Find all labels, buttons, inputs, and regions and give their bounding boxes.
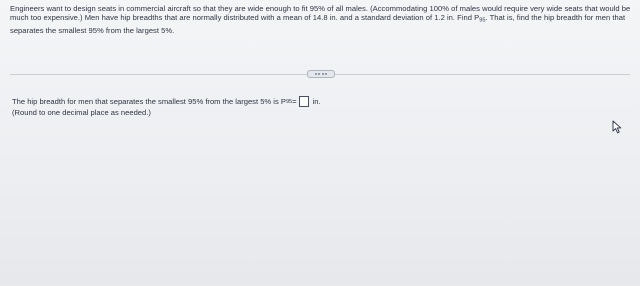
answer-prefix: The hip breadth for men that separates the smallest 95% from the largest 5% is P bbox=[12, 96, 286, 106]
problem-text-main: Engineers want to design seats in commercial aircraft so that they are wide enough to fit 95% of all males. (Accommodating 100% of males would require very wide seats that would be much too expensive.) Men have hip breadths that are normally distributed with a mean of 14.8 in. and a standard deviation of 1.2 in. Find P bbox=[10, 4, 631, 23]
answer-unit: in. bbox=[312, 96, 321, 106]
problem-subscript: 95 bbox=[479, 17, 486, 24]
rounding-hint: (Round to one decimal place as needed.) bbox=[12, 108, 151, 117]
problem-statement bbox=[10, 4, 634, 35]
expand-more-button[interactable] bbox=[307, 70, 335, 78]
answer-subscript: 95 bbox=[285, 98, 293, 105]
problem-text-end: . That is, find the hip breadth for men that separates the smallest 95% from the largest 5%. bbox=[10, 13, 626, 35]
answer-prompt bbox=[12, 96, 321, 107]
ellipsis-expand-icon bbox=[315, 73, 328, 75]
answer-equals: = bbox=[292, 96, 297, 106]
answer-input[interactable] bbox=[299, 96, 309, 107]
mouse-pointer-icon bbox=[612, 120, 622, 134]
